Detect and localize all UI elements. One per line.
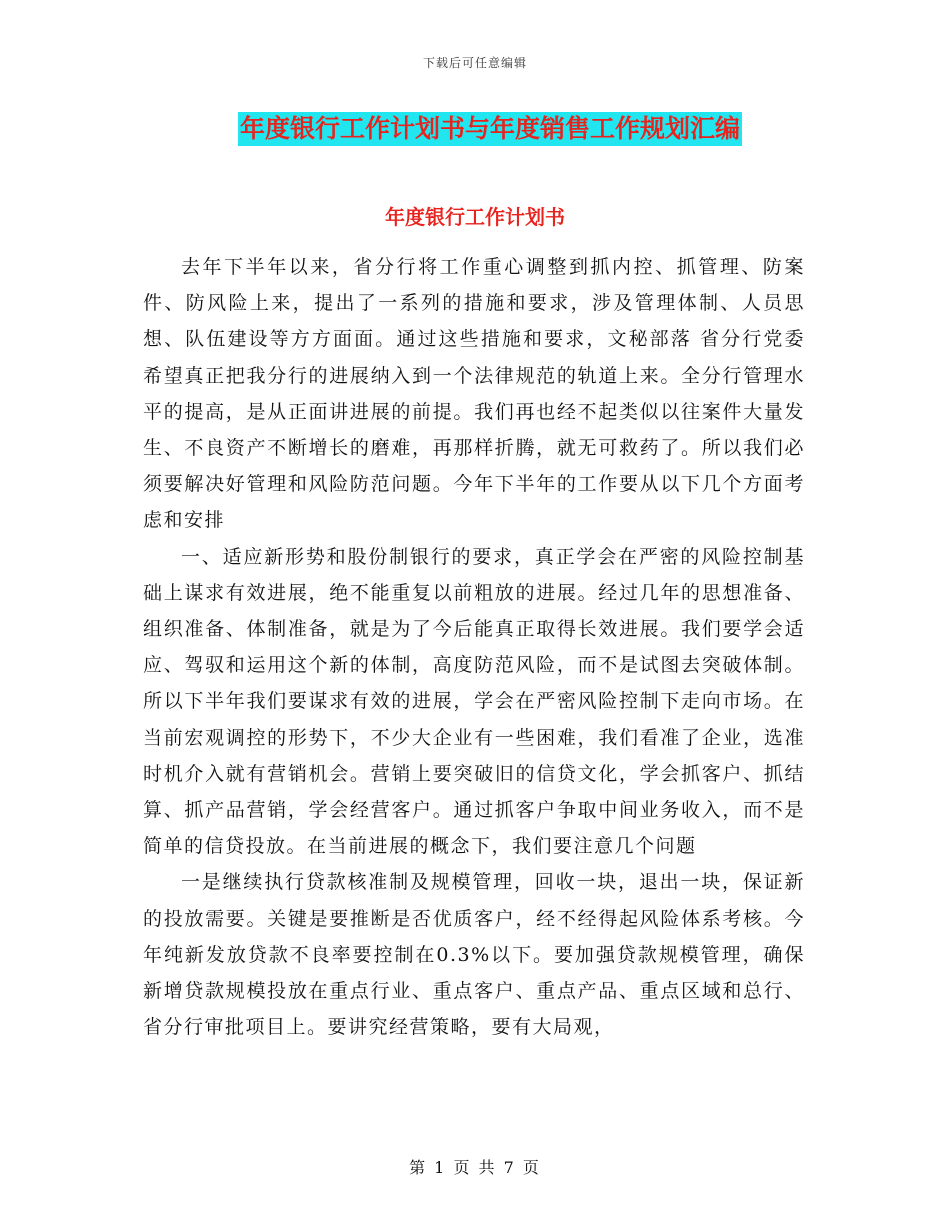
page-footer: 第 1 页 共 7 页 [409, 1158, 541, 1177]
document-body [143, 249, 805, 1045]
page-header-note: 下载后可任意编辑 [422, 56, 527, 70]
paragraph-intro: 去年下半年以来，省分行将工作重心调整到抓内控、抓管理、防案件、防风险上来，提出了一系列的措施和要求，涉及管理体制、人员思想、队伍建设等方方面面。通过这些措施和要求，文秘部落 省分行党委希望真正把我分行的进展纳入到一个法律规范的轨道上来。全分行管理水平的提高，是从正面讲进展的前提。我们再也经不起类似以往案件大量发生、不良资产不断增长的磨难，再那样折腾，就无可救药了。所以我们必须要解决好管理和风险防范问题。今年下半年的工作要从以下几个方面考虑和安排 [143, 256, 805, 532]
document-title: 年度银行工作计划书与年度销售工作规划汇编 [238, 112, 742, 146]
paragraph-sub-point-one: 一是继续执行贷款核准制及规模管理，回收一块，退出一块，保证新的投放需要。关键是要推断是否优质客户，经不经得起风险体系考核。今年纯新发放贷款不良率要控制在0.3%以下。要加强贷款规模管理，确保新增贷款规模投放在重点行业、重点客户、重点产品、重点区域和总行、省分行审批项目上。要讲究经营策略，要有大局观， [143, 871, 805, 1039]
section-title: 年度银行工作计划书 [385, 205, 565, 229]
document-title-container [0, 112, 950, 146]
paragraph-point-one: 一、适应新形势和股份制银行的要求，真正学会在严密的风险控制基础上谋求有效进展，绝不能重复以前粗放的进展。经过几年的思想准备、组织准备、体制准备，就是为了今后能真正取得长效进展。我们要学会适应、驾驭和运用这个新的体制，高度防范风险，而不是试图去突破体制。所以下半年我们要谋求有效的进展，学会在严密风险控制下走向市场。在当前宏观调控的形势下，不少大企业有一些困难，我们看准了企业，选准时机介入就有营销机会。营销上要突破旧的信贷文化，学会抓客户、抓结算、抓产品营销，学会经营客户。通过抓客户争取中间业务收入，而不是简单的信贷投放。在当前进展的概念下，我们要注意几个问题 [143, 545, 805, 858]
